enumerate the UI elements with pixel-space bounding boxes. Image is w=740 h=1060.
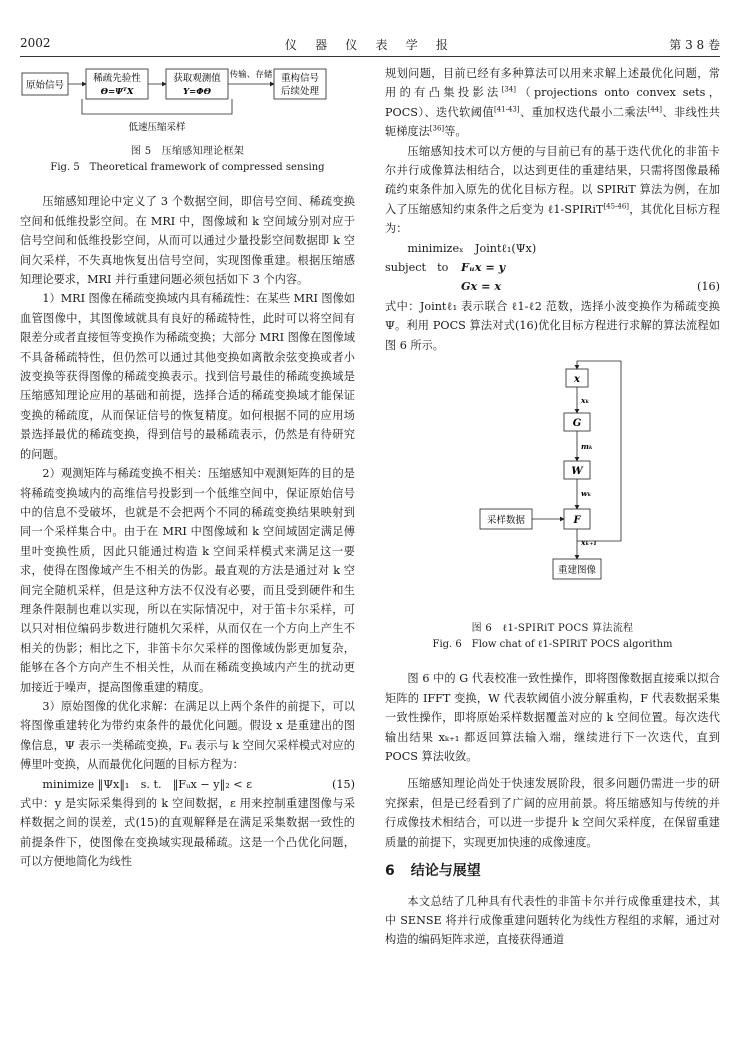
box-reconstruction-label-2: 后续处理 [280, 86, 320, 97]
right-paragraph-6: 本文总结了几种具有代表性的非笛卡尔并行成像重建技术，其中 SENSE 将并行成像重建问题转化为线性方程组的求解，通过对构造的编码矩阵求逆，直接获得通道 [385, 894, 720, 947]
section-title: 结论与展望 [410, 863, 481, 880]
right-column [385, 64, 720, 950]
figure-5-caption-zh: 图 5 压缩感知理论框架 [130, 146, 245, 158]
box-reconstruction-label-1: 重构信号 [280, 73, 320, 84]
box-sparse-prior-eq: Θ=ΨᵀX [100, 87, 134, 97]
header-rule [20, 56, 720, 57]
right-paragraph-4: 图 6 中的 G 代表校准一致性操作，即将图像数据直接乘以拟合矩阵的 IFFT 变换，W 代表软阈值小波分解重构，F 代表数据采集一致性操作，即将原始采样数据覆盖对应的 k 空间位置。每次迭代输出结果 xₖ₊₁ 都返回算法输入端，继续进行下一次迭代，直到 POCS 算法收敛。 [385, 672, 720, 764]
equation-16-line-3: Gx = x (16) [385, 277, 720, 296]
left-paragraph-3: 2）观测矩阵与稀疏变换不相关：压缩感知中观测矩阵的目的是将稀疏变换域内的高维信号投影到一个低维空间中，保证原始信号中的信息不受破坏，也就是不会把两个不同的稀疏变换结果映射到同一个采样集合中。由于在 MRI 中图像域和 k 空间域固定满足傅里叶变换性质，因此只能通过构造 k 空间采样模式来满足这一要求，使得在图像域产生不相关的伪影。最直观的方法是通过对 k 空间完全随机采样，但是这种方法不仅没有必要，而且受到硬件和生理条件限制也难以实现，所以在实际情况中，对于笛卡尔采样，可以只对相位编码步数进行随机欠采样，从而仅在一个方向上产生不相关的伪影；相比之下，非笛卡尔欠采样的图像域伪影更加复杂，能够在各个方向产生不相关性，从而在稀疏变换域内产生的扰动更加接近于噪声，提高图像重建的精度。 [20, 467, 355, 694]
figure-6-diagram [385, 355, 720, 615]
citation: [36] [429, 124, 445, 133]
left-paragraph-2: 1）MRI 图像在稀疏变换域内具有稀疏性：在某些 MRI 图像如血管图像中，其图像域就具有良好的稀疏特性，此时可以将空间有限差分或者直接恒等变换作为稀疏变换；大部分 MRI 图像在图像域不具备稀疏特性，但仍然可以通过其他变换如离散余弦变换或者小波变换等获得图像的稀疏变换表示。找到信号最佳的稀疏变换域是压缩感知理论应用的基础和前提，选择合适的稀疏变换域才能保证变换的稀疏度，从而保证信号的恢复精度。如何根据不同的应用场景选择最优的稀疏变换，得到信号的最稀疏表示，仍然是有待研究的问题。 [20, 292, 355, 461]
box-sparse-prior-label: 稀疏先验性 [93, 73, 141, 84]
svg-text:x: x [574, 374, 580, 386]
svg-text:重建图像: 重建图像 [557, 565, 597, 577]
edge-mk: mₖ [581, 442, 593, 452]
svg-text:F: F [573, 515, 581, 527]
left-paragraph-4: 3）原始图像的优化求解：在满足以上两个条件的前提下，可以将图像重建转化为带约束条件的最优化问题。假设 x 是重建出的图像信息，Ψ 表示一类稀疏变换，Fᵤ 表示与 k 空间欠采样模式对应的傅里叶变换，从而最优化问题的目标方程为： [20, 699, 355, 772]
equation-15-body: minimize ‖Ψx‖₁ s. t. ‖Fᵤx − y‖₂ < ε [42, 777, 252, 791]
section-heading [385, 862, 720, 881]
figure-6 [385, 355, 720, 653]
figure-6-caption-en: Fig. 6 Flow chat of ℓ1-SPIRiT POCS algorithm [432, 639, 673, 651]
left-paragraph-1: 压缩感知理论中定义了 3 个数据空间，即信号空间、稀疏变换空间和低维投影空间。在 MRI 中，图像域和 k 空间域分别对应于信号空间和低维投影空间，从而可以通过少量投影空间数据即 k 空间欠采样，不失真地恢复出信号空间，实现图像重建。根据压缩感知理论要求，MRI 并行重建问题必须包括如下 3 个内容。 [20, 195, 355, 287]
low-rate-sampling-label: 低速压缩采样 [128, 122, 186, 133]
svg-text:G: G [572, 418, 582, 430]
figure-5-diagram [20, 64, 355, 138]
left-column [20, 64, 355, 872]
right-paragraph-5: 压缩感知理论尚处于快速发展阶段，很多问题仍需进一步的研究探索，但是已经看到了广阔的应用前景。将压缩感知与传统的并行成像技术相结合，可以进一步提升 k 空间欠采样度，在保留重建质量的前提下，实现更加快速的成像速度。 [385, 777, 720, 849]
left-paragraph-5: 式中：y 是实际采集得到的 k 空间数据，ε 用来控制重建图像与采样数据之间的误差，式(15)的直观解释是在满足采集数据一致性的前提条件下，使图像在变换域实现最稀疏。这是一个凸优化问题，可以方便地简化为线性 [20, 796, 355, 869]
citation: [34] [501, 85, 517, 94]
box-measurement-label: 获取观测值 [173, 73, 221, 84]
equation-15-number: (15) [332, 777, 355, 791]
section-number: 6 [385, 863, 395, 880]
equation-16-number: (16) [697, 280, 720, 294]
edge-wk: wₖ [581, 489, 592, 499]
svg-text:采样数据: 采样数据 [486, 515, 526, 527]
running-header [20, 36, 720, 54]
citation: [45-46] [603, 202, 630, 211]
volume-label: 第 3 8 卷 [669, 38, 720, 52]
box-original-signal-label: 原始信号 [25, 80, 65, 91]
svg-text:W: W [571, 466, 583, 478]
journal-name: 仪 器 仪 表 学 报 [284, 38, 456, 52]
figure-5-caption-en: Fig. 5 Theoretical framework of compressed sensing [50, 162, 325, 174]
right-paragraph-3: 式中：Jointℓ₁ 表示联合 ℓ1-ℓ2 范数，选择小波变换作为稀疏变换 Ψ。利用 POCS 算法对式(16)优化目标方程进行求解的算法流程如图 6 所示。 [385, 299, 720, 352]
page-number: 2002 [20, 36, 51, 50]
arrow-transmit-label: 传输、存储 [229, 70, 273, 80]
figure-6-caption-zh: 图 6 ℓ1-SPIRiT POCS 算法流程 [471, 623, 634, 635]
low-rate-bracket [82, 99, 232, 114]
equation-15 [20, 775, 355, 794]
citation: [44] [647, 105, 662, 114]
edge-xk: xₖ [581, 396, 590, 406]
right-paragraph-2: 压缩感知技术可以方便的与目前已有的基于迭代优化的非笛卡尔并行成像算法相结合，以达到更佳的重建结果，只需将图像最稀疏约束条件加入原先的优化目标方程。以 SPIRiT 算法为例，在加入了压缩感知约束条件之后变为 ℓ1-SPIRiT[45-46]，其优化目标方程为： [385, 144, 720, 236]
figure-5 [20, 64, 355, 176]
box-measurement-eq: Y=ΦΘ [183, 87, 211, 97]
equation-16-line-1: minimizeₓ Jointℓ₁(Ψx) [407, 241, 537, 255]
right-paragraph-1: 规划问题，目前已经有多种算法可以用来求解上述最优化问题，常用的有凸集投影法[34]（projections onto convex sets，POCS）、迭代软阈值[41-43]、重加权迭代最小二乘法[44]、非线性共轭梯度法[36]等。 [385, 67, 720, 139]
citation: [41-43] [493, 105, 520, 114]
edge-xk1: xₖ₊₁ [581, 538, 597, 548]
equation-16-line-2: subject to Fᵤx = y [385, 260, 506, 275]
